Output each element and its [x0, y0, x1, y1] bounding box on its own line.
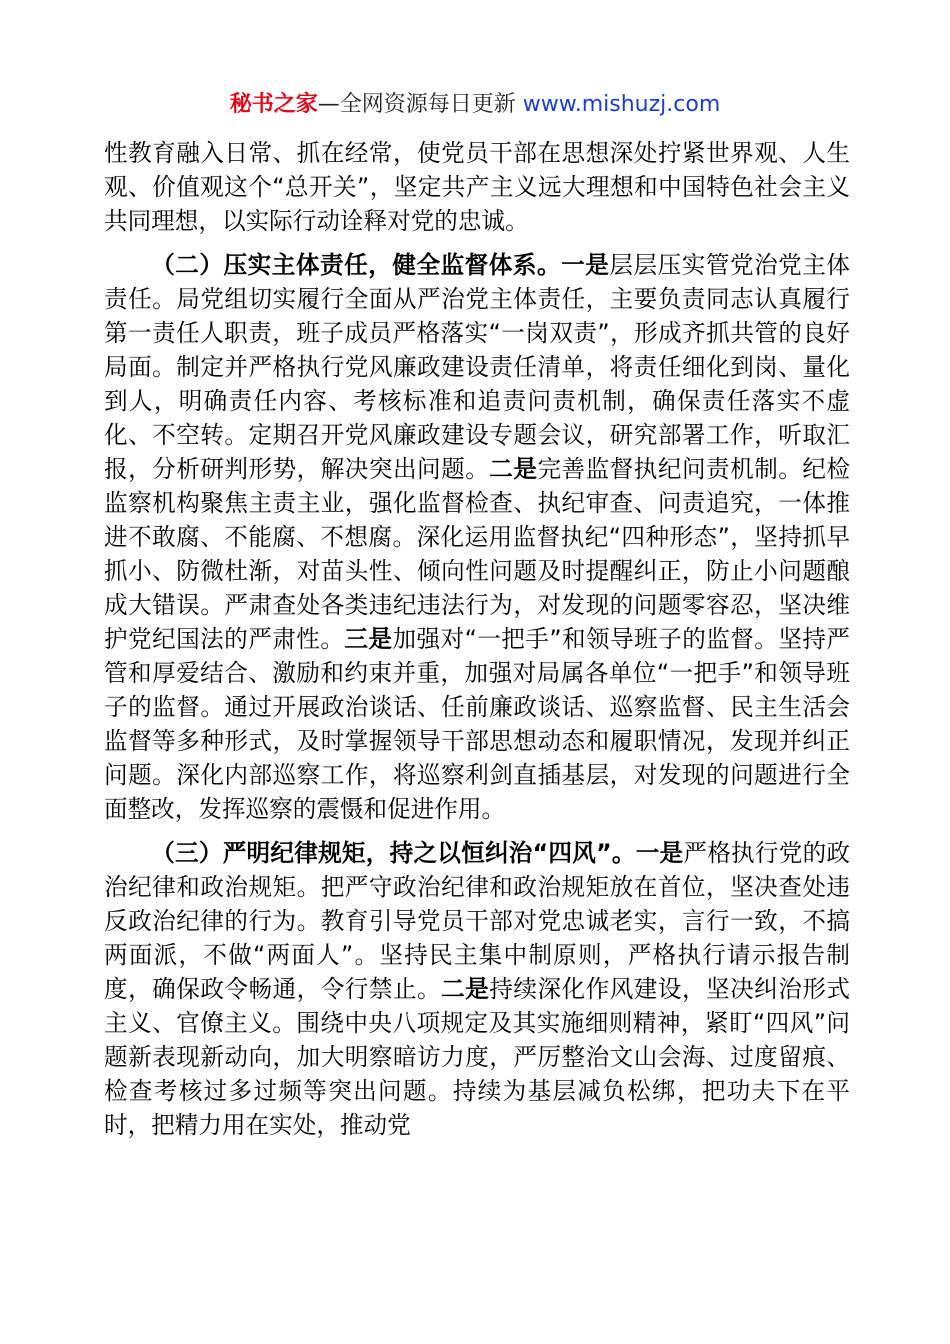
document-body — [104, 136, 850, 1142]
point-label: 二是 — [441, 975, 490, 1003]
point-label: 三是 — [344, 625, 393, 653]
point-label: 一是 — [561, 251, 610, 279]
point-text: 完善监督执纪问责机制。纪检监察机构聚焦主责主业，强化监督检查、执纪审查、问责追究，一体推进不敢腐、不能腐、不想腐。深化运用监督执纪“四种形态”，坚持抓早抓小、防微杜渐，对苗头性、倾向性问题及时提醒纠正，防止小问题酿成大错误。严肃查处各类违纪违法行为，对发现的问题零容忍，坚决维护党纪国法的严肃性。 — [104, 455, 851, 653]
point-label: 二是 — [489, 455, 538, 483]
paragraph-section-3 — [104, 836, 850, 1142]
section-heading: （三）严明纪律规矩，持之以恒纠治“四风”。 — [151, 839, 636, 867]
paragraph-section-2 — [104, 248, 850, 826]
point-text: 层层压实管党治党主体责任。局党组切实履行全面从严治党主体责任，主要负责同志认真履行第一责任人职责，班子成员严格落实“一岗双责”，形成齐抓共管的良好局面。制定并严格执行党风廉政建设责任清单，将责任细化到岗、量化到人，明确责任内容、考核标准和追责问责机制，确保责任落实不虚化、不空转。定期召开党风廉政建设专题会议，研究部署工作，听取汇报，分析研判形势，解决突出问题。 — [104, 251, 851, 483]
point-text: 严格执行党的政治纪律和政治规矩。把严守政治纪律和政治规矩放在首位，坚决查处违反政治纪律的行为。教育引导党员干部对党忠诚老实，言行一致，不搞两面派，不做“两面人”。坚持民主集中制原则，严格执行请示报告制度，确保政令畅通，令行禁止。 — [104, 839, 851, 1003]
point-text: 持续深化作风建设，坚决纠治形式主义、官僚主义。围绕中央八项规定及其实施细则精神，紧盯“四风”问题新表现新动向，加大明察暗访力度，严厉整治文山会海、过度留痕、检查考核过多过频等突出问题。持续为基层减负松绑，把功夫下在平时，把精力用在实处，推动党 — [104, 975, 851, 1139]
page-header — [0, 88, 950, 122]
paragraph-continuation — [104, 136, 850, 238]
brand-name: 秘书之家 — [229, 92, 318, 117]
point-text: 加强对“一把手”和领导班子的监督。坚持严管和厚爱结合、激励和约束并重，加强对局属各单位“一把手”和领导班子的监督。通过开展政治谈话、任前廉政谈话、巡察监督、民主生活会监督等多种形式，及时掌握领导干部思想动态和履职情况，发现并纠正问题。深化内部巡察工作，将巡察利剑直插基层，对发现的问题进行全面整改，发挥巡察的震慑和促进作用。 — [104, 625, 851, 823]
site-url-link[interactable]: www.mishuzj.com — [522, 92, 721, 117]
paragraph-text: 性教育融入日常、抓在经常，使党员干部在思想深处拧紧世界观、人生观、价值观这个“总开关”，坚定共产主义远大理想和中国特色社会主义共同理想，以实际行动诠释对党的忠诚。 — [104, 139, 850, 235]
section-heading: （二）压实主体责任，健全监督体系。 — [151, 251, 562, 279]
point-label: 一是 — [635, 839, 684, 867]
header-tagline: —全网资源每日更新 — [317, 92, 516, 117]
